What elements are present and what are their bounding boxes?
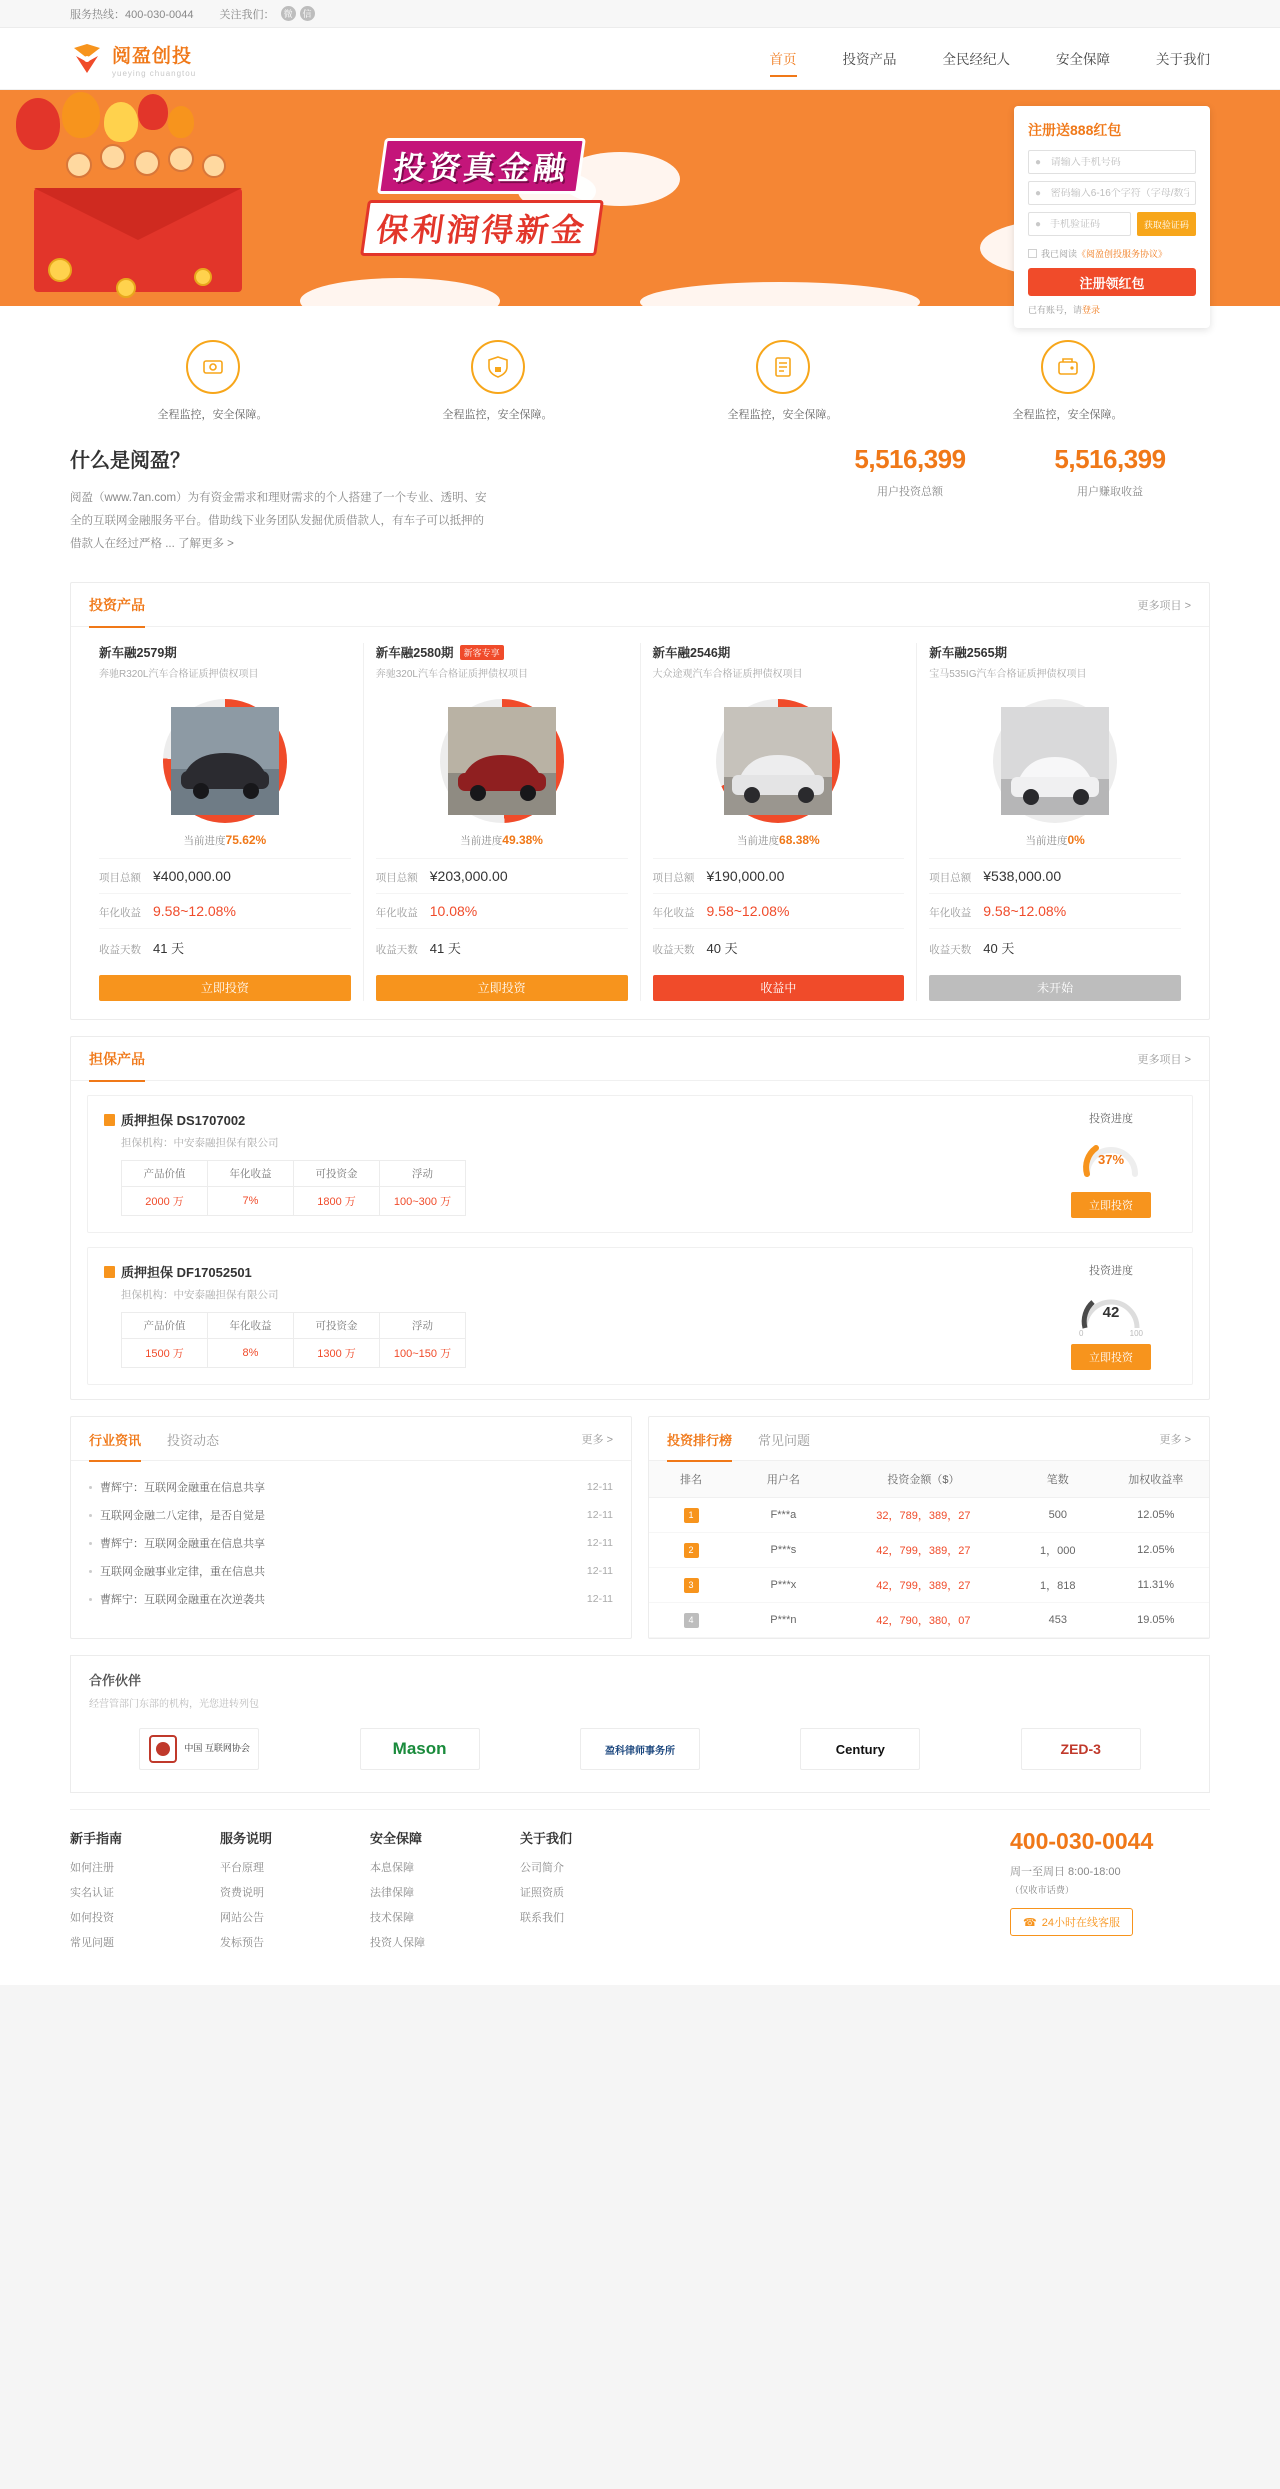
gauge-min: 0 [1079,1329,1084,1338]
contact-phone: 400-030-0044 [1010,1828,1154,1854]
tab-industry-news[interactable]: 行业资讯 [89,1416,141,1462]
footer-link[interactable]: 证照资质 [520,1887,564,1899]
col-float: 浮动 [380,1313,466,1339]
tab-investment-rank[interactable]: 投资排行榜 [667,1416,732,1462]
rank-amount: 42，799，389，27 [834,1568,1013,1603]
document-icon [756,340,810,394]
product-desc: 奔驰320L汽车合格证质押债权项目 [375,669,528,680]
total-label: 项目总额 [929,872,972,884]
weibo-icon[interactable]: 微 [281,6,296,21]
feature-item-4 [925,340,1210,422]
invest-button[interactable]: 收益中 [653,975,905,1001]
total-value: ¥203,000.00 [429,868,508,884]
rank-user: F***a [733,1498,834,1533]
bullet-icon [89,1542,92,1545]
guarantee-table [121,1160,466,1216]
total-value: ¥190,000.00 [706,868,785,884]
gauge-value: 37% [1097,1152,1125,1167]
panel-title-investment: 投资产品 [89,581,145,628]
feature-text-4: 全程监控，安全保障。 [1012,409,1123,421]
bullet-icon [89,1570,92,1573]
guarantee-invest-button[interactable]: 立即投资 [1071,1344,1151,1370]
progress-value: 0% [1067,833,1085,847]
headset-icon: ☎ [1023,1916,1037,1929]
days-label: 收益天数 [929,944,972,956]
total-label: 项目总额 [652,872,695,884]
cell-float: 100~300 万 [380,1187,466,1216]
list-item[interactable] [89,1501,613,1529]
panel-title-guarantee: 担保产品 [89,1035,145,1082]
rank-table [649,1461,1209,1638]
rate-label: 年化收益 [99,907,141,919]
rate-value: 9.58~12.08% [706,903,790,919]
rank-rate: 19.05% [1103,1603,1209,1638]
guarantee-org: 担保机构：中安泰融担保有限公司 [121,1137,279,1149]
news-title: 曹辉宁：互联网金融重在次逆袭共 [100,1594,265,1606]
days-label: 收益天数 [99,944,141,956]
partner-label: 中国 互联网协会 [184,1743,250,1754]
footer-col-newbie [70,1828,220,1959]
rate-label: 年化收益 [929,907,972,919]
cell-annual-rate: 8% [208,1339,294,1368]
invest-button[interactable]: 立即投资 [376,975,628,1001]
table-row [649,1498,1209,1533]
partner-logo-internet-society[interactable] [139,1728,259,1770]
news-title: 曹辉宁：互联网金融重在信息共享 [100,1482,265,1494]
rank-user: P***x [733,1568,834,1603]
tab-faq[interactable]: 常见问题 [758,1432,811,1448]
online-service-button[interactable] [1010,1908,1133,1936]
phone-input[interactable] [1051,157,1189,168]
more-investment-link[interactable]: 更多项目 > [1137,599,1191,612]
col-amount: 投资金额（$） [834,1461,1013,1498]
stat-value-1: 5,516,399 [854,444,966,474]
news-date: 12-11 [586,1565,613,1577]
rank-rate: 12.05% [1103,1498,1209,1533]
partners-title: 合作伙伴 [89,1673,142,1688]
follow-label: 关注我们： [219,8,275,21]
guarantee-name: 质押担保 DS1707002 [121,1113,246,1128]
product-progress-ring [440,699,564,823]
nav-item-products[interactable]: 投资产品 [842,51,897,67]
footer-link[interactable]: 网站公告 [220,1912,264,1924]
rate-value: 9.58~12.08% [983,903,1067,919]
guarantee-invest-button[interactable]: 立即投资 [1071,1192,1151,1218]
wechat-icon[interactable]: 信 [300,6,315,21]
col-annual-rate: 年化收益 [208,1161,294,1187]
feature-item-3 [640,340,925,422]
partner-label: Century [835,1741,885,1757]
col-available: 可投资金 [294,1161,380,1187]
stat-label-1: 用户投资总额 [877,486,943,498]
progress-gauge [1079,1132,1143,1186]
col-float: 浮动 [380,1161,466,1187]
gauge-label: 投资进度 [1089,1113,1133,1125]
guarantee-org: 担保机构：中安泰融担保有限公司 [121,1289,279,1301]
footer-link[interactable]: 投资人保障 [370,1937,425,1949]
shield-icon: ● [1035,218,1042,230]
list-item[interactable] [89,1529,613,1557]
agreement-link[interactable]: 《阅盈创投服务协议》 [1077,249,1168,259]
col-user: 用户名 [733,1461,834,1498]
guarantee-products-panel [70,1036,1210,1400]
money-shield-icon [186,340,240,394]
news-date: 12-11 [586,1509,613,1521]
have-account-row [1028,303,1196,316]
pledge-icon [104,1266,115,1278]
rate-value: 9.58~12.08% [153,903,236,919]
total-value: ¥400,000.00 [153,868,231,884]
product-car-image [1001,707,1109,815]
col-rate: 加权收益率 [1103,1461,1209,1498]
hero-banner [0,90,1280,315]
stats-group [810,444,1210,499]
list-item[interactable] [89,1473,613,1501]
bullet-icon [89,1514,92,1517]
partner-label: Mason [392,1739,447,1758]
rank-number: 3 [684,1578,699,1593]
partner-label: 盈科律师事务所 [604,1745,675,1757]
days-value: 40 天 [983,941,1015,956]
progress-value: 68.38% [779,833,820,847]
bottom-columns [70,1416,1210,1639]
footer-title-newbie: 新手指南 [70,1831,123,1846]
days-label: 收益天数 [375,944,418,956]
slogan-line-2: 保利润得新金 [360,200,604,256]
wallet-icon [1041,340,1095,394]
product-card[interactable] [364,643,641,1001]
lock-icon: ● [1035,187,1042,199]
progress-value: 75.62% [225,833,267,847]
rank-rate: 12.05% [1103,1533,1209,1568]
agreement-prefix: 我已阅读 [1041,249,1078,259]
col-count: 笔数 [1013,1461,1103,1498]
have-account-text: 已有账号，请 [1028,305,1083,315]
col-rank: 排名 [649,1461,733,1498]
table-row [649,1603,1209,1638]
logo-mark-icon [70,42,104,76]
guarantee-name: 质押担保 DF17052501 [121,1265,252,1280]
register-submit-button[interactable]: 注册领红包 [1028,268,1196,296]
stat-total-earnings [1010,444,1210,499]
footer-link[interactable]: 实名认证 [70,1887,114,1899]
feature-text-2: 全程监控，安全保障。 [442,409,553,421]
col-available: 可投资金 [294,1313,380,1339]
days-label: 收益天数 [652,944,695,956]
rank-number: 2 [684,1543,699,1558]
more-guarantee-link[interactable]: 更多项目 > [1137,1053,1191,1066]
news-title: 曹辉宁：互联网金融重在信息共享 [100,1538,265,1550]
cell-annual-rate: 7% [208,1187,294,1216]
rank-number: 1 [684,1508,699,1523]
feature-item-1 [70,340,355,422]
footer-link[interactable]: 发标预告 [220,1937,264,1949]
guarantee-table [121,1312,466,1368]
stat-total-investment [810,444,1010,499]
rank-count: 500 [1013,1498,1103,1533]
cell-float: 100~150 万 [380,1339,466,1368]
partners-section [70,1655,1210,1793]
hero-slogan [332,138,632,262]
slogan-line-1: 投资真金融 [378,138,587,194]
rank-amount: 42，790，380，07 [834,1603,1013,1638]
partner-logo-yingke[interactable] [580,1728,700,1770]
phone-field[interactable] [1028,150,1196,174]
register-box [1014,106,1210,328]
nav-item-about[interactable]: 关于我们 [1156,51,1210,67]
footer-link[interactable]: 法律保障 [370,1887,414,1899]
total-value: ¥538,000.00 [983,868,1062,884]
rank-panel [648,1416,1210,1639]
footer-link[interactable]: 本息保障 [370,1862,414,1874]
nav-item-security[interactable]: 安全保障 [1056,51,1110,67]
online-service-label: 24小时在线客服 [1041,1917,1120,1929]
about-section [70,432,1210,582]
get-code-button[interactable]: 获取验证码 [1137,212,1196,236]
rank-count: 1，818 [1013,1568,1103,1603]
footer-link[interactable]: 如何投资 [70,1912,114,1924]
login-link[interactable]: 登录 [1082,305,1101,315]
lock-shield-icon [471,340,525,394]
feature-text-3: 全程监控，安全保障。 [727,409,838,421]
about-paragraph: 阅盈（www.7an.com）为有资金需求和理财需求的个人搭建了一个专业、透明、安全的互联网金融服务平台。借助线下业务团队发掘优质借款人，有车子可以抵押的借款人在经过严格 ... 了解更多 > [70,492,487,550]
main-nav [724,48,1211,71]
code-field[interactable] [1028,212,1131,236]
code-input[interactable] [1050,219,1124,230]
product-progress-ring [993,699,1117,823]
product-car-image [448,707,556,815]
footer-col-service [220,1828,370,1959]
footer-link[interactable]: 资费说明 [220,1887,264,1899]
rank-rate: 11.31% [1103,1568,1209,1603]
invest-button[interactable]: 立即投资 [99,975,351,1001]
product-progress-ring [163,699,287,823]
partner-label: ZED-3 [1060,1741,1101,1757]
product-car-image [171,707,279,815]
rank-count: 453 [1013,1603,1103,1638]
progress-label: 当前进度 [460,835,503,847]
footer-link[interactable]: 联系我们 [520,1912,564,1924]
invest-button: 未开始 [929,975,1181,1001]
footer-link[interactable]: 如何注册 [70,1862,114,1874]
register-title: 注册送888红包 [1028,122,1122,138]
about-title: 什么是阅盈？ [70,450,190,472]
stat-value-2: 5,516,399 [1054,444,1166,474]
logo-title: 阅盈创投 [112,45,193,67]
col-product-value: 产品价值 [122,1161,208,1187]
gauge-value: 42 [1102,1304,1120,1321]
gauge-label: 投资进度 [1089,1265,1133,1277]
more-news-link[interactable]: 更多 > [581,1433,613,1446]
progress-label: 当前进度 [1025,835,1068,847]
product-desc: 宝马535IG汽车合格证质押债权项目 [929,669,1087,680]
contact-note: （仅收市话费） [1010,1885,1075,1895]
rank-amount: 32，789，389，27 [834,1498,1013,1533]
cell-product-value: 1500 万 [122,1339,208,1368]
product-card[interactable] [641,643,918,1001]
table-row [649,1533,1209,1568]
progress-gauge [1079,1284,1143,1338]
footer-link[interactable]: 公司简介 [520,1862,564,1874]
product-card[interactable] [917,643,1193,1001]
logo-subtitle: yueying chuangtou [112,68,197,78]
footer-link[interactable]: 常见问题 [70,1937,114,1949]
news-date: 12-11 [586,1593,613,1605]
product-desc: 奔驰R320L汽车合格证质押债权项目 [99,669,259,680]
progress-label: 当前进度 [183,835,226,847]
footer-title-service: 服务说明 [220,1831,273,1846]
news-title: 互联网金融二八定律，是否自觉是 [100,1510,265,1522]
tab-investment-updates[interactable]: 投资动态 [167,1432,220,1448]
site-footer [70,1809,1210,1985]
agreement-checkbox[interactable] [1028,249,1037,258]
total-label: 项目总额 [375,872,418,884]
cell-product-value: 2000 万 [122,1187,208,1216]
top-bar [0,0,1280,28]
cell-available: 1800 万 [294,1187,380,1216]
partner-logo-zed3[interactable] [1021,1728,1141,1770]
rank-amount: 42，799，389，27 [834,1533,1013,1568]
product-name: 新车融2546期 [652,646,731,660]
col-annual-rate: 年化收益 [208,1313,294,1339]
product-desc: 大众途观汽车合格证质押债权项目 [652,669,803,680]
nav-item-home[interactable]: 首页 [770,48,797,71]
footer-title-security: 安全保障 [370,1831,423,1846]
progress-value: 49.38% [502,833,543,847]
footer-link[interactable]: 技术保障 [370,1912,414,1924]
stat-label-2: 用户赚取收益 [1077,486,1143,498]
product-name: 新车融2565期 [929,646,1008,660]
rank-number: 4 [684,1613,699,1628]
days-value: 40 天 [706,941,738,956]
table-row [649,1568,1209,1603]
col-product-value: 产品价值 [122,1313,208,1339]
product-progress-ring [716,699,840,823]
investment-products-panel [70,582,1210,1020]
gauge-max: 100 [1129,1329,1143,1338]
feature-item-2 [355,340,640,422]
nav-item-broker[interactable]: 全民经纪人 [942,51,1010,67]
hero-illustration [8,92,328,306]
news-title: 互联网金融事业定律，重在信息共 [100,1566,265,1578]
days-value: 41 天 [153,941,185,956]
password-input[interactable] [1051,188,1189,199]
password-field[interactable] [1028,181,1196,205]
footer-col-about [520,1828,670,1959]
rank-count: 1，000 [1013,1533,1103,1568]
guarantee-row [87,1247,1193,1385]
rate-label: 年化收益 [375,907,418,919]
rate-label: 年化收益 [652,907,695,919]
list-item[interactable] [89,1585,613,1613]
site-logo[interactable] [70,41,196,78]
news-panel [70,1416,632,1639]
product-name: 新车融2580期 [375,646,454,660]
progress-label: 当前进度 [737,835,780,847]
rank-user: P***n [733,1603,834,1638]
product-card[interactable] [87,643,364,1001]
news-date: 12-11 [586,1481,613,1493]
bullet-icon [89,1486,92,1489]
rank-user: P***s [733,1533,834,1568]
footer-title-about: 关于我们 [520,1831,573,1846]
rate-value: 10.08% [429,903,478,919]
user-icon: ● [1035,156,1042,168]
bullet-icon [89,1598,92,1601]
guarantee-row [87,1095,1193,1233]
news-date: 12-11 [586,1537,613,1549]
product-name: 新车融2579期 [99,646,177,660]
partner-logo-mason[interactable] [360,1728,480,1770]
feature-text-1: 全程监控，安全保障。 [157,409,268,421]
product-car-image [724,707,832,815]
contact-hours: 周一至周日 8:00-18:00 [1010,1866,1121,1878]
partners-subtitle: 经营管部门东部的机构，光您进转列包 [89,1699,259,1710]
partner-logo-century[interactable] [800,1728,920,1770]
site-header [0,28,1280,90]
total-label: 项目总额 [99,872,141,884]
service-hotline: 服务热线：400-030-0044 [70,8,194,21]
agreement-row[interactable] [1028,247,1196,260]
days-value: 41 天 [429,941,461,956]
footer-link[interactable]: 平台原理 [220,1862,264,1874]
list-item[interactable] [89,1557,613,1585]
cell-available: 1300 万 [294,1339,380,1368]
product-badge: 新客专享 [460,645,504,660]
footer-contact [1010,1828,1210,1959]
pledge-icon [104,1114,115,1126]
footer-col-security [370,1828,520,1959]
more-rank-link[interactable]: 更多 > [1159,1433,1191,1446]
